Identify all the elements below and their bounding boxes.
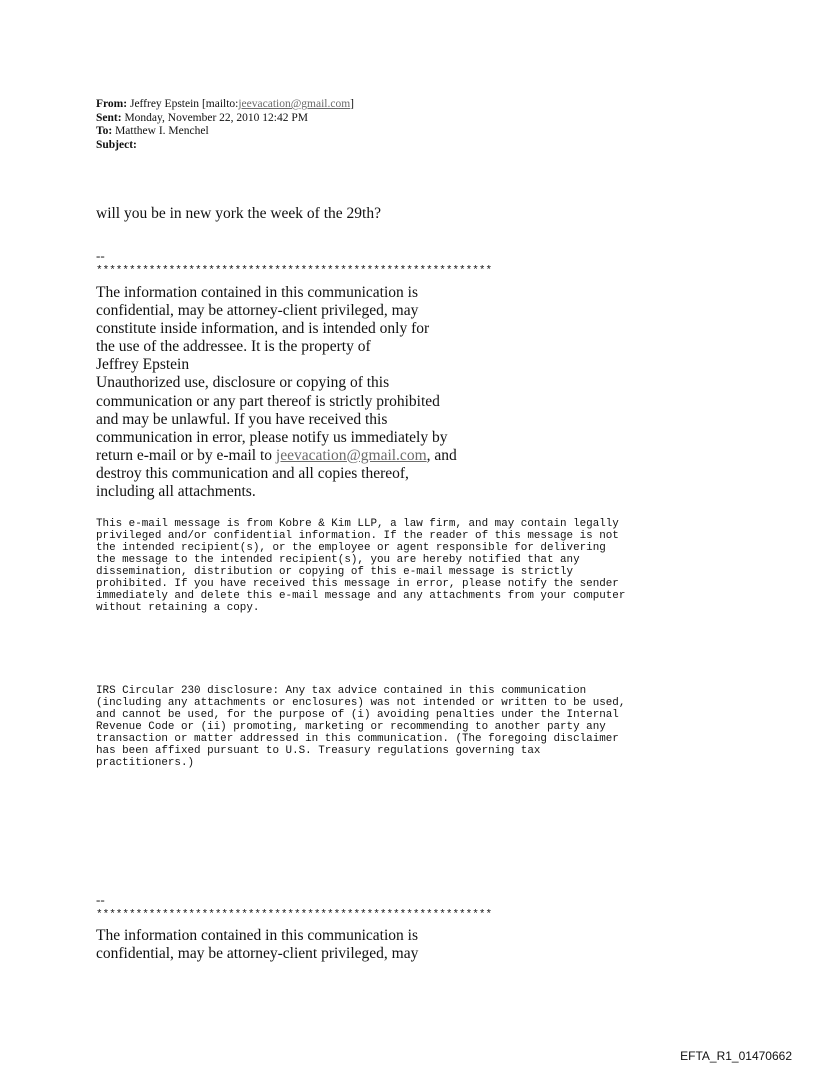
irs-line: and cannot be used, for the purpose of (i) avoiding penalties under the Internal bbox=[96, 709, 619, 721]
document-id: EFTA_R1_01470662 bbox=[680, 1049, 792, 1063]
from-label: From: bbox=[96, 98, 128, 110]
from-name: Jeffrey Epstein bbox=[129, 98, 200, 110]
signature-1-line: Jeffrey Epstein bbox=[96, 356, 190, 374]
irs-line: practitioners.) bbox=[96, 757, 195, 769]
signature-1-return-line bbox=[96, 447, 457, 465]
sent-value: Monday, November 22, 2010 12:42 PM bbox=[124, 111, 308, 124]
subject-row bbox=[96, 139, 354, 153]
signature-1-line: confidential, may be attorney-client privileged, may bbox=[96, 302, 419, 320]
disclaimer-line: the message to the intended recipient(s), you are hereby notified that any bbox=[96, 554, 580, 566]
from-mailto-prefix: [mailto: bbox=[201, 98, 239, 110]
signature-2-stars: ************************************************************ bbox=[96, 909, 493, 921]
signature-1-stars: ************************************************************ bbox=[96, 265, 493, 277]
from-email-link[interactable]: jeevacation@gmail.com bbox=[238, 98, 351, 110]
disclaimer-line: the intended recipient(s), or the employee or agent responsible for delivering bbox=[96, 542, 606, 554]
message-body: will you be in new york the week of the 29th? bbox=[96, 205, 381, 222]
disclaimer-line: prohibited. If you have received this message in error, please notify the sender bbox=[96, 578, 619, 590]
disclaimer-line: This e-mail message is from Kobre & Kim LLP, a law firm, and may contain legally bbox=[96, 518, 619, 530]
email-header bbox=[96, 98, 354, 152]
signature-1-line: the use of the addressee. It is the property of bbox=[96, 338, 371, 356]
signature-1-line: Unauthorized use, disclosure or copying of this bbox=[96, 374, 390, 392]
signature-1-line: communication in error, please notify us immediately by bbox=[96, 428, 448, 446]
signature-1-line: communication or any part thereof is strictly prohibited bbox=[96, 392, 440, 410]
signature-1-dash: -- bbox=[96, 248, 105, 263]
to-label: To: bbox=[96, 125, 113, 137]
irs-circular-230-disclosure bbox=[96, 685, 625, 769]
irs-line: (including any attachments or enclosures) was not intended or written to be used, bbox=[96, 697, 626, 709]
return-email-link[interactable]: jeevacation@gmail.com bbox=[275, 446, 427, 464]
irs-line: IRS Circular 230 disclosure: Any tax advice contained in this communication bbox=[96, 685, 587, 697]
from-row bbox=[96, 98, 354, 112]
disclaimer-line: privileged and/or confidential information. If the reader of this message is not bbox=[96, 530, 619, 542]
disclaimer-line: without retaining a copy. bbox=[96, 602, 260, 614]
signature-2-confidentiality-notice bbox=[96, 927, 418, 963]
return-suffix: , and bbox=[426, 446, 457, 464]
kobre-kim-disclaimer bbox=[96, 518, 625, 614]
signature-2-dash: -- bbox=[96, 892, 105, 907]
signature-1-line: The information contained in this communication is bbox=[96, 284, 418, 301]
irs-line: transaction or matter addressed in this communication. (The foregoing disclaimer bbox=[96, 733, 619, 745]
return-prefix: return e-mail or by e-mail to bbox=[96, 446, 276, 464]
signature-2-line: The information contained in this communication is bbox=[96, 927, 418, 944]
signature-1-line: including all attachments. bbox=[96, 483, 256, 501]
to-row bbox=[96, 125, 354, 139]
signature-1-line: destroy this communication and all copies thereof, bbox=[96, 464, 409, 482]
to-value: Matthew I. Menchel bbox=[115, 125, 209, 137]
from-mailto-suffix: ] bbox=[350, 98, 355, 110]
sent-row bbox=[96, 112, 354, 126]
signature-2-line: confidential, may be attorney-client privileged, may bbox=[96, 945, 419, 963]
subject-label: Subject: bbox=[96, 138, 137, 151]
irs-line: has been affixed pursuant to U.S. Treasury regulations governing tax bbox=[96, 745, 541, 757]
signature-1-confidentiality-notice bbox=[96, 284, 457, 501]
irs-line: Revenue Code or (ii) promoting, marketing or recommending to another party any bbox=[96, 721, 606, 733]
sent-label: Sent: bbox=[96, 111, 122, 124]
disclaimer-line: immediately and delete this e-mail message and any attachments from your computer bbox=[96, 590, 626, 602]
signature-1-line: and may be unlawful. If you have received this bbox=[96, 410, 388, 428]
disclaimer-line: dissemination, distribution or copying of this e-mail message is strictly bbox=[96, 566, 574, 578]
signature-1-line: constitute inside information, and is intended only for bbox=[96, 320, 430, 338]
